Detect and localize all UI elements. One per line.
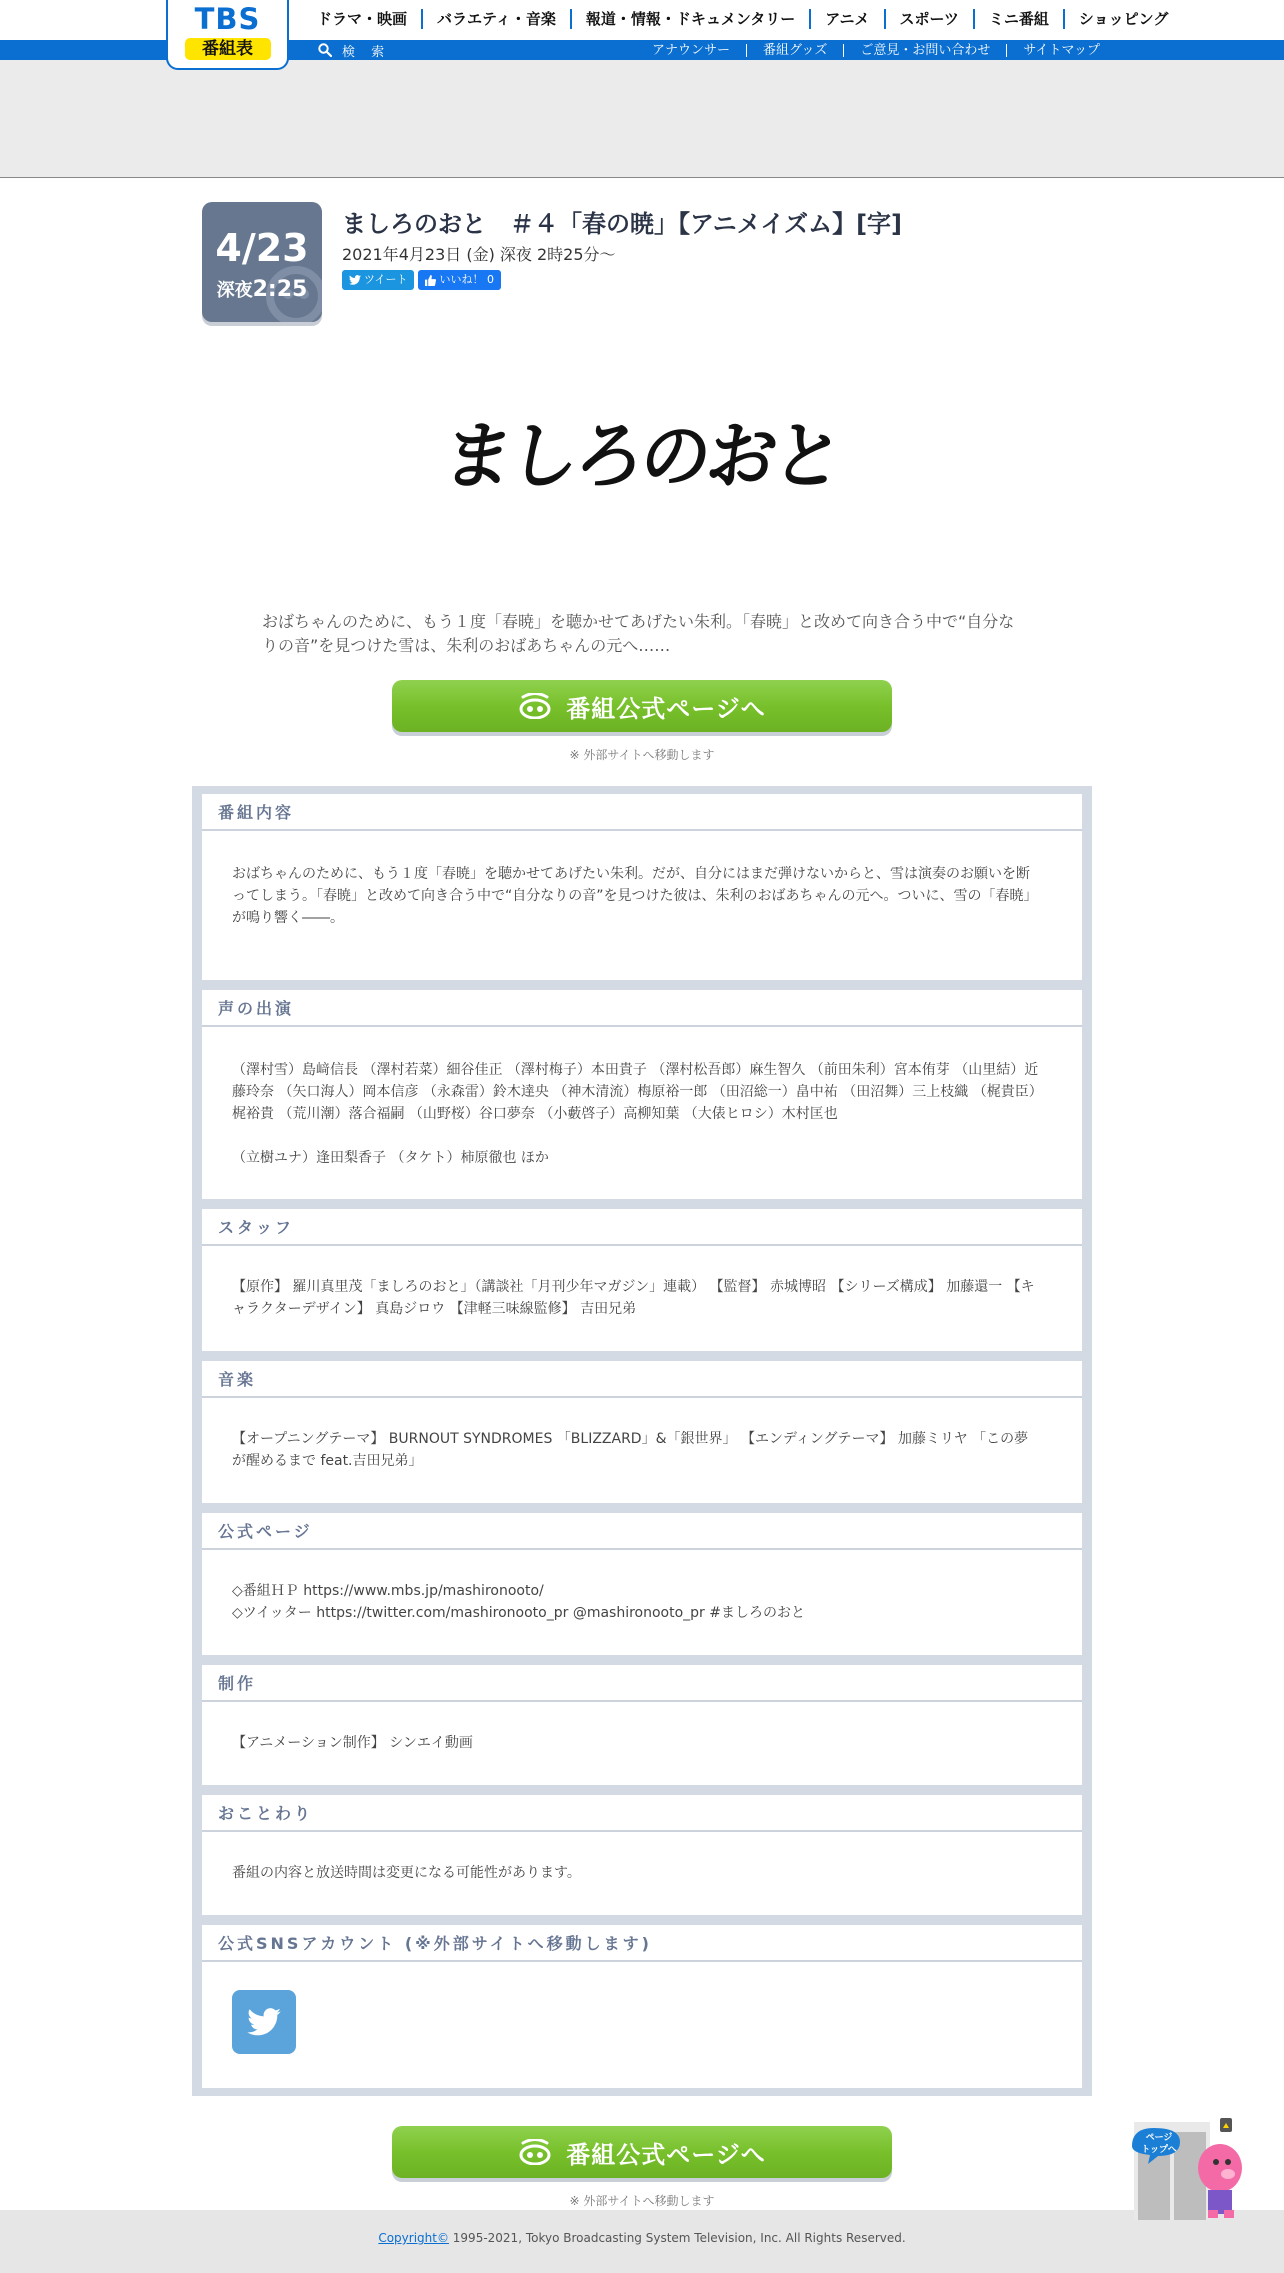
mascot-face-icon: [518, 2139, 552, 2165]
official-page-button-bottom[interactable]: [392, 2126, 892, 2178]
share-buttons: [342, 270, 501, 290]
search-label: 検 索: [342, 44, 391, 60]
copyright-text: 1995-2021, Tokyo Broadcasting System Television, Inc. All Rights Reserved.: [448, 2231, 906, 2245]
menu-item-news[interactable]: 報道・情報・ドキュメンタリー: [570, 9, 809, 29]
section-heading: 公式ページ: [202, 1513, 1082, 1550]
submenu-goods[interactable]: 番組グッズ: [746, 44, 843, 57]
menu-item-anime[interactable]: アニメ: [809, 9, 883, 29]
footer: [0, 2210, 1284, 2273]
section-official-page: [202, 1513, 1082, 1655]
menu-item-variety[interactable]: バラエティ・音楽: [421, 9, 570, 29]
thumbs-up-icon: [425, 275, 436, 286]
section-notice: [202, 1795, 1082, 1915]
cast-list-extra: （立樹ユナ）逢田梨香子 （タケト）柿原徹也 ほか: [232, 1150, 549, 1166]
cast-list: （澤村雪）島﨑信長 （澤村若菜）細谷佳正 （澤村梅子）本田貴子 （澤村松吾郎）麻生智久 （前田朱利）宮本侑芽 （山里結）近藤玲奈 （矢口海人）岡本信彦 （永森雷）鈴木達央 （神木清流）梅原裕一郎 （田沼総一）畠中祐 （田沼舞）三上枝織 （梶貴臣）梶裕貴 （荒川潮）落合福嗣 （山野桜）谷口夢奈 （小藪啓子）高柳知葉 （大俵ヒロシ）木村匡也: [232, 1062, 1039, 1122]
section-heading: 番組内容: [202, 794, 1082, 831]
copyright-link[interactable]: Copyright©: [378, 2231, 449, 2245]
section-staff: [202, 1209, 1082, 1351]
twitter-bird-icon: [349, 275, 361, 285]
program-summary: おばちゃんのために、もう１度「春暁」を聴かせてあげたい朱利。「春暁」と改めて向き合う中で“自分なりの音”を見つけた雪は、朱利のおばあちゃんの元へ……: [262, 612, 1015, 655]
badge-time: 深夜2:25: [216, 277, 308, 302]
logo-bangumi-text: 番組表: [185, 38, 271, 60]
section-heading: 声の出演: [202, 990, 1082, 1027]
tweet-button[interactable]: [342, 270, 414, 290]
ad-banner-area: [0, 60, 1284, 178]
section-production: [202, 1665, 1082, 1785]
program-logo: [0, 400, 1284, 501]
section-body: おばちゃんのために、もう１度「春暁」を聴かせてあげたい朱利。だが、自分にはまだ弾けないからと、雪は演奏のお願いを断ってしまう。「春暁」と改めて向き合う中で“自分なりの音”を見つけた彼は、朱利のおばあちゃんの元へ。ついに、雪の「春暁」が鳴り響く――。: [232, 866, 1038, 926]
section-heading: 制作: [202, 1665, 1082, 1702]
external-site-note: ※ 外部サイトへ移動します: [569, 748, 715, 762]
section-cast: [202, 990, 1082, 1199]
submenu-sitemap[interactable]: サイトマップ: [1006, 44, 1116, 57]
twitter-account-button[interactable]: [232, 1990, 296, 2054]
program-info-panel: [192, 786, 1092, 2096]
logo-tbs-text: TBS: [194, 2, 261, 36]
section-music: [202, 1361, 1082, 1503]
program-logo-text: ましろのおと: [437, 412, 846, 500]
program-title: ましろのおと ＃４「春の暁」【アニメイズム】[字]: [342, 210, 903, 238]
page-top-label: ページ トップへ: [1141, 2133, 1177, 2155]
menu-item-drama[interactable]: ドラマ・映画: [317, 10, 408, 28]
twitter-icon: [247, 2008, 281, 2036]
section-content: [202, 794, 1082, 980]
menu-item-sports[interactable]: スポーツ: [884, 9, 973, 29]
search-button[interactable]: [318, 41, 390, 59]
section-body: [202, 1962, 1082, 2054]
section-body: 【アニメーション制作】 シンエイ動画: [232, 1735, 473, 1751]
section-body: 番組の内容と放送時間は変更になる可能性があります。: [232, 1865, 581, 1881]
menu-item-mini[interactable]: ミニ番組: [973, 9, 1063, 29]
section-heading: おことわり: [202, 1795, 1082, 1832]
tbs-logo[interactable]: [166, 0, 289, 70]
official-page-label: 番組公式ページへ: [566, 2140, 766, 2169]
elevator-mascot-icon: [1128, 2110, 1254, 2220]
date-badge: [202, 202, 322, 322]
badge-date: 4/23: [215, 226, 309, 270]
submenu-contact[interactable]: ご意見・お問い合わせ: [843, 44, 1006, 57]
official-hp-link[interactable]: ◇番組ＨＰ https://www.mbs.jp/mashironooto/: [232, 1583, 544, 1599]
official-page-button-top[interactable]: [392, 680, 892, 732]
genre-menu: [305, 9, 1182, 29]
section-body: [202, 1027, 1082, 1169]
menu-item-shopping[interactable]: ショッピング: [1063, 9, 1182, 29]
like-label: いいね！ 0: [439, 273, 494, 286]
section-heading: スタッフ: [202, 1209, 1082, 1246]
section-body: 【原作】 羅川真里茂「ましろのおと」（講談社「月刊少年マガジン」連載） 【監督】 赤城博昭 【シリーズ構成】 加藤還一 【キャラクターデザイン】 真島ジロウ 【津軽三味線監修】 吉田兄弟: [232, 1279, 1035, 1317]
tweet-label: ツイート: [364, 273, 408, 286]
section-body: 【オープニングテーマ】 BURNOUT SYNDROMES 「BLIZZARD」&「銀世界」 【エンディングテーマ】 加藤ミリヤ 「この夢が醒めるまで feat.吉田兄弟」: [232, 1431, 1029, 1469]
submenu-announcer[interactable]: アナウンサー: [652, 42, 731, 58]
official-twitter-link[interactable]: ◇ツイッター https://twitter.com/mashironooto_pr @mashironooto_pr #ましろのおと: [232, 1605, 805, 1621]
search-icon: [318, 43, 332, 57]
page-top-button[interactable]: [1128, 2110, 1254, 2220]
mascot-face-icon: [518, 693, 552, 719]
section-heading: 音楽: [202, 1361, 1082, 1398]
section-sns: [202, 1925, 1082, 2088]
external-site-note: ※ 外部サイトへ移動します: [569, 2194, 715, 2208]
official-page-label: 番組公式ページへ: [566, 694, 766, 723]
program-datetime: 2021年4月23日 (金) 深夜 2時25分〜: [342, 245, 616, 264]
section-body: [202, 1550, 1082, 1624]
section-heading: 公式SNSアカウント (※外部サイトへ移動します): [202, 1925, 1082, 1962]
like-button[interactable]: [418, 270, 501, 290]
utility-menu: [636, 41, 1116, 59]
